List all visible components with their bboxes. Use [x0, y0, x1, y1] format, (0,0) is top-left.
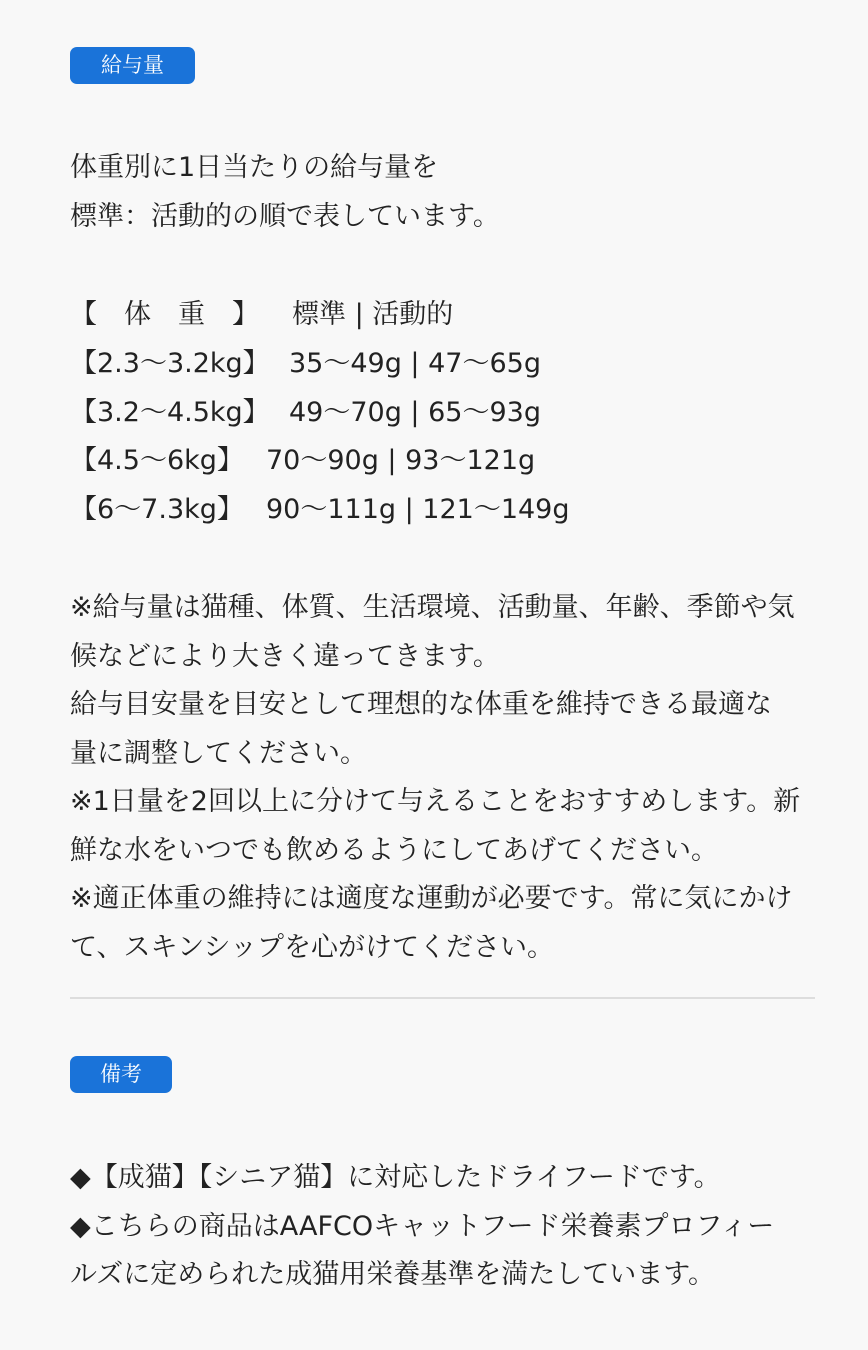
- row-weight: 【2.3〜3.2kg】: [70, 348, 270, 379]
- note-line: ※給与量は猫種、体質、生活環境、活動量、年齢、季節や気: [70, 592, 795, 623]
- row-weight: 【3.2〜4.5kg】: [70, 397, 270, 428]
- table-row: [70, 444, 535, 478]
- row-amount: 49〜70g | 65〜93g: [289, 397, 541, 428]
- row-weight: 【6〜7.3kg】: [70, 494, 244, 525]
- row-amount: 35〜49g | 47〜65g: [289, 348, 541, 379]
- header-weight: 【 体 重 】: [70, 299, 259, 330]
- note-line: 給与目安量を目安として理想的な体重を維持できる最適な: [70, 689, 772, 720]
- remark-line: ルズに定められた成猫用栄養基準を満たしています。: [70, 1259, 716, 1290]
- feeding-amount-badge: 給与量: [70, 47, 195, 84]
- table-row: [70, 396, 541, 430]
- row-amount: 70〜90g | 93〜121g: [266, 445, 536, 476]
- table-row: [70, 493, 570, 527]
- header-amount: 標準 | 活動的: [292, 299, 454, 330]
- row-weight: 【4.5〜6kg】: [70, 445, 244, 476]
- intro-line-2: 標準：活動的の順で表しています。: [70, 201, 500, 232]
- remarks-badge: 備考: [70, 1056, 172, 1093]
- note-line: ※適正体重の維持には適度な運動が必要です。常に気にかけ: [70, 883, 793, 914]
- intro-line-1: 体重別に1日当たりの給与量を: [70, 152, 439, 183]
- note-line: 量に調整してください。: [70, 738, 367, 769]
- remark-line: ◆【成猫】【シニア猫】に対応したドライフードです。: [70, 1162, 721, 1193]
- table-row: [70, 347, 541, 381]
- row-amount: 90〜111g | 121〜149g: [266, 494, 570, 525]
- note-line: て、スキンシップを心がけてください。: [70, 932, 554, 963]
- note-line: ※1日量を2回以上に分けて与えることをおすすめします。新: [70, 786, 801, 817]
- note-line: 候などにより大きく違ってきます。: [70, 641, 500, 672]
- section-divider: [70, 997, 815, 999]
- feeding-table-header: [70, 298, 453, 332]
- note-line: 鮮な水をいつでも飲めるようにしてあげてください。: [70, 835, 718, 866]
- remark-line: ◆こちらの商品はAAFCOキャットフード栄養素プロフィー: [70, 1211, 775, 1242]
